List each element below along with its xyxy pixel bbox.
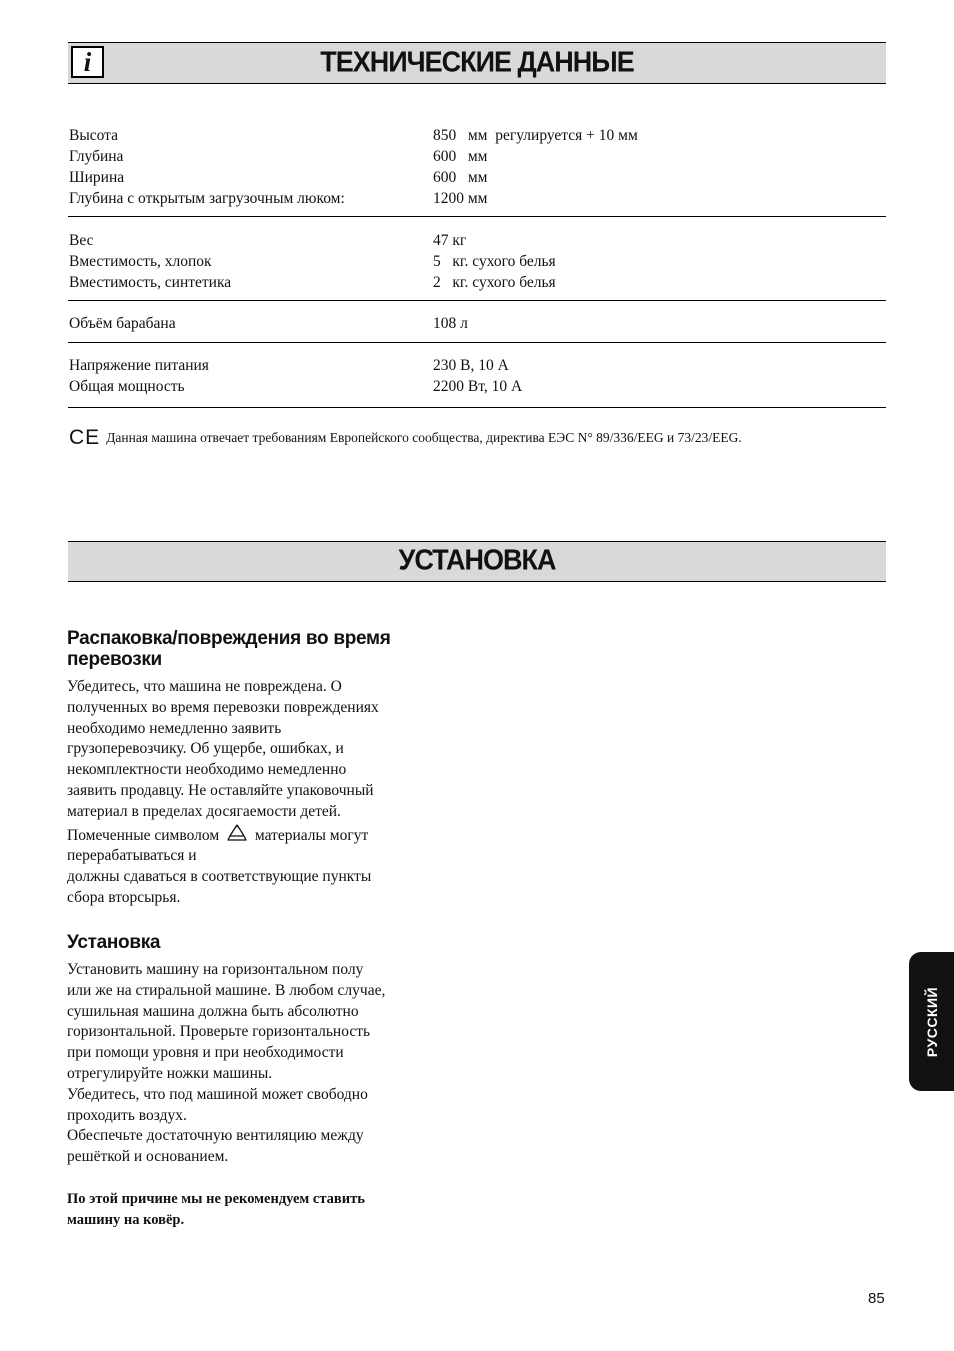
ce-notice-text: Данная машина отвечает требованиям Европейского сообщества, директива ЕЭС N° 89/336/EEG и 73/23/EEG. [106,430,742,445]
page-number: 85 [868,1290,885,1307]
recycle-text-after: материалы могут [254,826,369,844]
spec-value: 5 кг. сухого белья [433,253,556,270]
installation-title: УСТАНОВКА [398,544,556,576]
spec-label: Высота [69,127,119,144]
text-line: или же на стиральной машине. В любом случае, [67,981,386,999]
spec-label: Глубина [69,148,124,165]
spec-value: 230 В, 10 А [433,357,509,374]
spec-group-capacity [68,230,886,293]
text-line: необходимо немедленно заявить [67,719,282,737]
spec-value: 47 кг [433,232,467,249]
text-line: проходить воздух. [67,1106,187,1124]
spec-row [68,355,886,376]
spec-row [68,146,886,167]
recycle-text-before: Помеченные символом [67,826,220,844]
spec-row [68,251,886,272]
spec-group-drum [68,313,886,334]
spec-row [68,313,886,334]
tech-data-banner [68,42,886,84]
text-line: решёткой и основанием. [67,1148,229,1166]
text-line: перерабатываться и [67,847,197,865]
spec-label: Вместимость, хлопок [69,253,212,270]
spec-label: Напряжение питания [69,357,209,374]
language-tab [909,952,954,1091]
text-line: некомплектности необходимо немедленно [67,761,347,779]
divider [68,407,886,408]
text-line: сбора вторсырья. [67,888,181,906]
text-line: Обеспечьте достаточную вентиляцию между [67,1127,364,1145]
text-line: грузоперевозчику. Об ущербе, ошибках, и [67,740,344,758]
warning-line: По этой причине мы не рекомендуем ставить [67,1191,365,1207]
spec-row [68,230,886,251]
spec-value: 1200 мм [433,190,488,207]
language-tab-label: РУССКИЙ [923,986,940,1057]
spec-value: 850 мм регулируется + 10 мм [433,127,638,144]
tech-data-title: ТЕХНИЧЕСКИЕ ДАННЫЕ [320,46,634,78]
text-line: Установить машину на горизонтальном полу [67,961,364,978]
spec-value: 600 мм [433,148,488,165]
spec-label: Общая мощность [69,378,185,395]
spec-label: Объём барабана [69,315,176,332]
spec-row [68,188,886,209]
text-line: при помощи уровня и при необходимости [67,1044,344,1062]
installation-banner [68,541,886,582]
divider [68,300,886,301]
spec-row [68,272,886,293]
ce-mark-icon: CE [69,426,101,449]
unpacking-text [67,677,467,909]
carpet-warning [67,1189,365,1230]
text-line [67,823,467,847]
text-line: отрегулируйте ножки машины. [67,1064,273,1082]
ce-notice [69,426,742,450]
text-line: заявить продавцу. Не оставляйте упаковочный [67,781,374,799]
divider [68,216,886,217]
unpacking-heading-line: перевозки [67,649,162,670]
spec-row [68,376,886,397]
text-line: Убедитесь, что под машиной может свободно [67,1085,368,1103]
spec-value: 2200 Вт, 10 А [433,378,523,395]
text-line: материал в пределах досягаемости детей. [67,802,341,820]
spec-group-power [68,355,886,397]
divider [68,342,886,343]
spec-row [68,125,886,146]
warning-line: машину на ковёр. [67,1211,185,1228]
installation-text [67,960,467,1168]
installation-heading: Установка [67,932,161,953]
spec-label: Глубина с открытым загрузочным люком: [69,190,345,207]
text-line: полученных во время перевозки повреждениях [67,698,379,716]
spec-label: Ширина [69,169,125,186]
recycle-icon [225,823,249,843]
spec-value: 600 мм [433,169,488,186]
text-line: должны сдаваться в соответствующие пункты [67,868,372,886]
text-line: сушильная машина должна быть абсолютно [67,1002,359,1020]
text-line: горизонтальной. Проверьте горизонтальность [67,1023,371,1041]
text-line: Убедитесь, что машина не повреждена. О [67,678,342,695]
info-icon: i [71,46,104,78]
unpacking-heading-line: Распаковка/повреждения во время [67,628,391,649]
spec-row [68,167,886,188]
spec-value: 2 кг. сухого белья [433,274,556,291]
spec-label: Вместимость, синтетика [69,274,232,291]
spec-group-dimensions [68,125,886,209]
unpacking-heading [67,628,391,670]
spec-label: Вес [69,232,94,249]
spec-value: 108 л [433,315,468,332]
